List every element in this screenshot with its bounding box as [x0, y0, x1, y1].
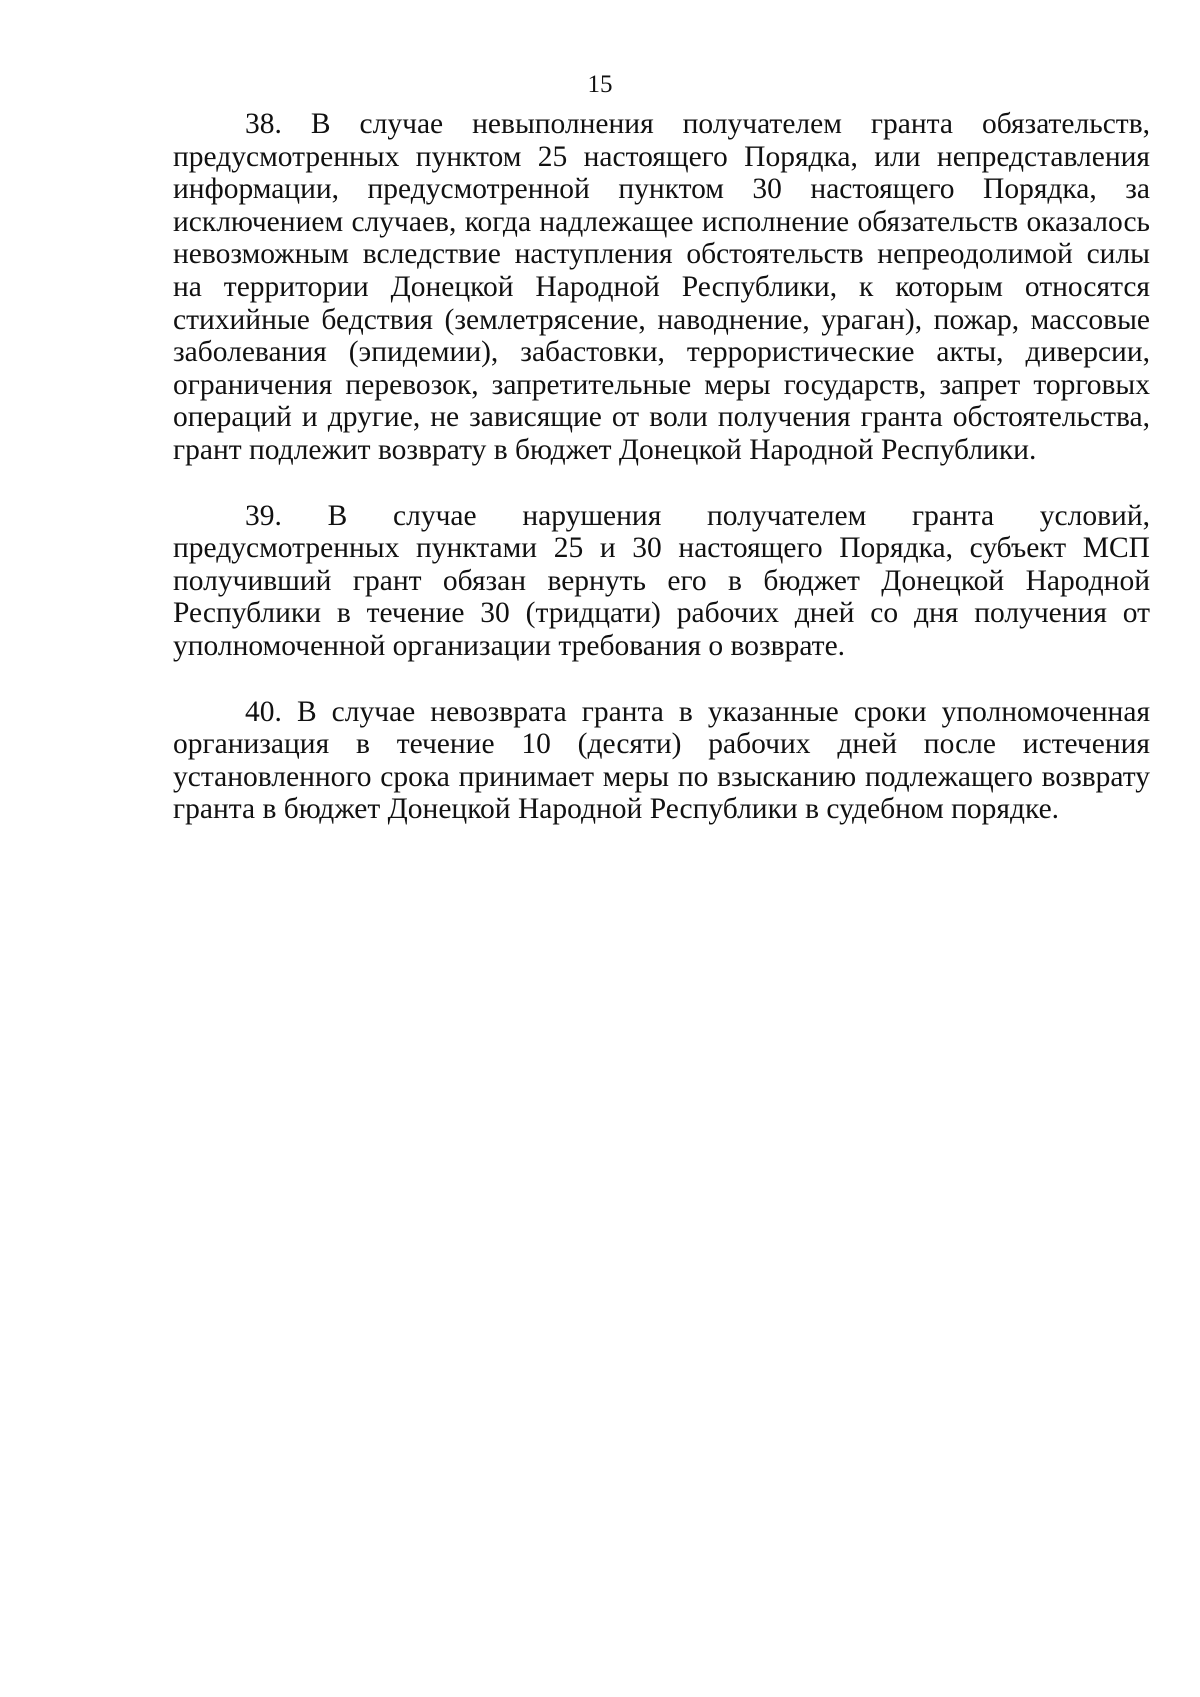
paragraph-39 — [173, 500, 1150, 663]
paragraph-40 — [173, 696, 1150, 826]
paragraph-text: В случае нарушения получателем гранта условий, предусмотренных пунктами 25 и 30 настоящего Порядка, субъект МСП получивший грант обязан вернуть его в бюджет Донецкой Народной Республики в течение 30 (тридцати) рабочих дней со дня получения от уполномоченной организации требования о возврате. — [173, 499, 1150, 662]
paragraph-text: В случае невыполнения получателем гранта обязательств, предусмотренных пунктом 25 настоящего Порядка, или непредставления информации, предусмотренной пунктом 30 настоящего Порядка, за исключением случаев, когда надлежащее исполнение обязательств оказалось невозможным вследствие наступления обстоятельств непреодолимой силы на территории Донецкой Народной Республики, к которым относятся стихийные бедствия (землетрясение, наводнение, ураган), пожар, массовые заболевания (эпидемии), забастовки, террористические акты, диверсии, ограничения перевозок, запретительные меры государств, запрет торговых операций и другие, не зависящие от воли получения гранта обстоятельства, грант подлежит возврату в бюджет Донецкой Народной Республики. — [173, 108, 1150, 466]
page-number: 15 — [587, 71, 613, 98]
paragraph-text: В случае невозврата гранта в указанные сроки уполномоченная организация в течение 10 (десяти) рабочих дней после истечения установленного срока принимает меры по взысканию подлежащего возврату гранта в бюджет Донецкой Народной Республики в судебном порядке. — [173, 695, 1151, 826]
paragraph-number: 40. — [245, 695, 297, 728]
paragraph-number: 39. — [245, 499, 328, 532]
paragraph-number: 38. — [245, 108, 311, 140]
paragraph-38 — [173, 108, 1150, 467]
document-body — [173, 108, 1150, 826]
